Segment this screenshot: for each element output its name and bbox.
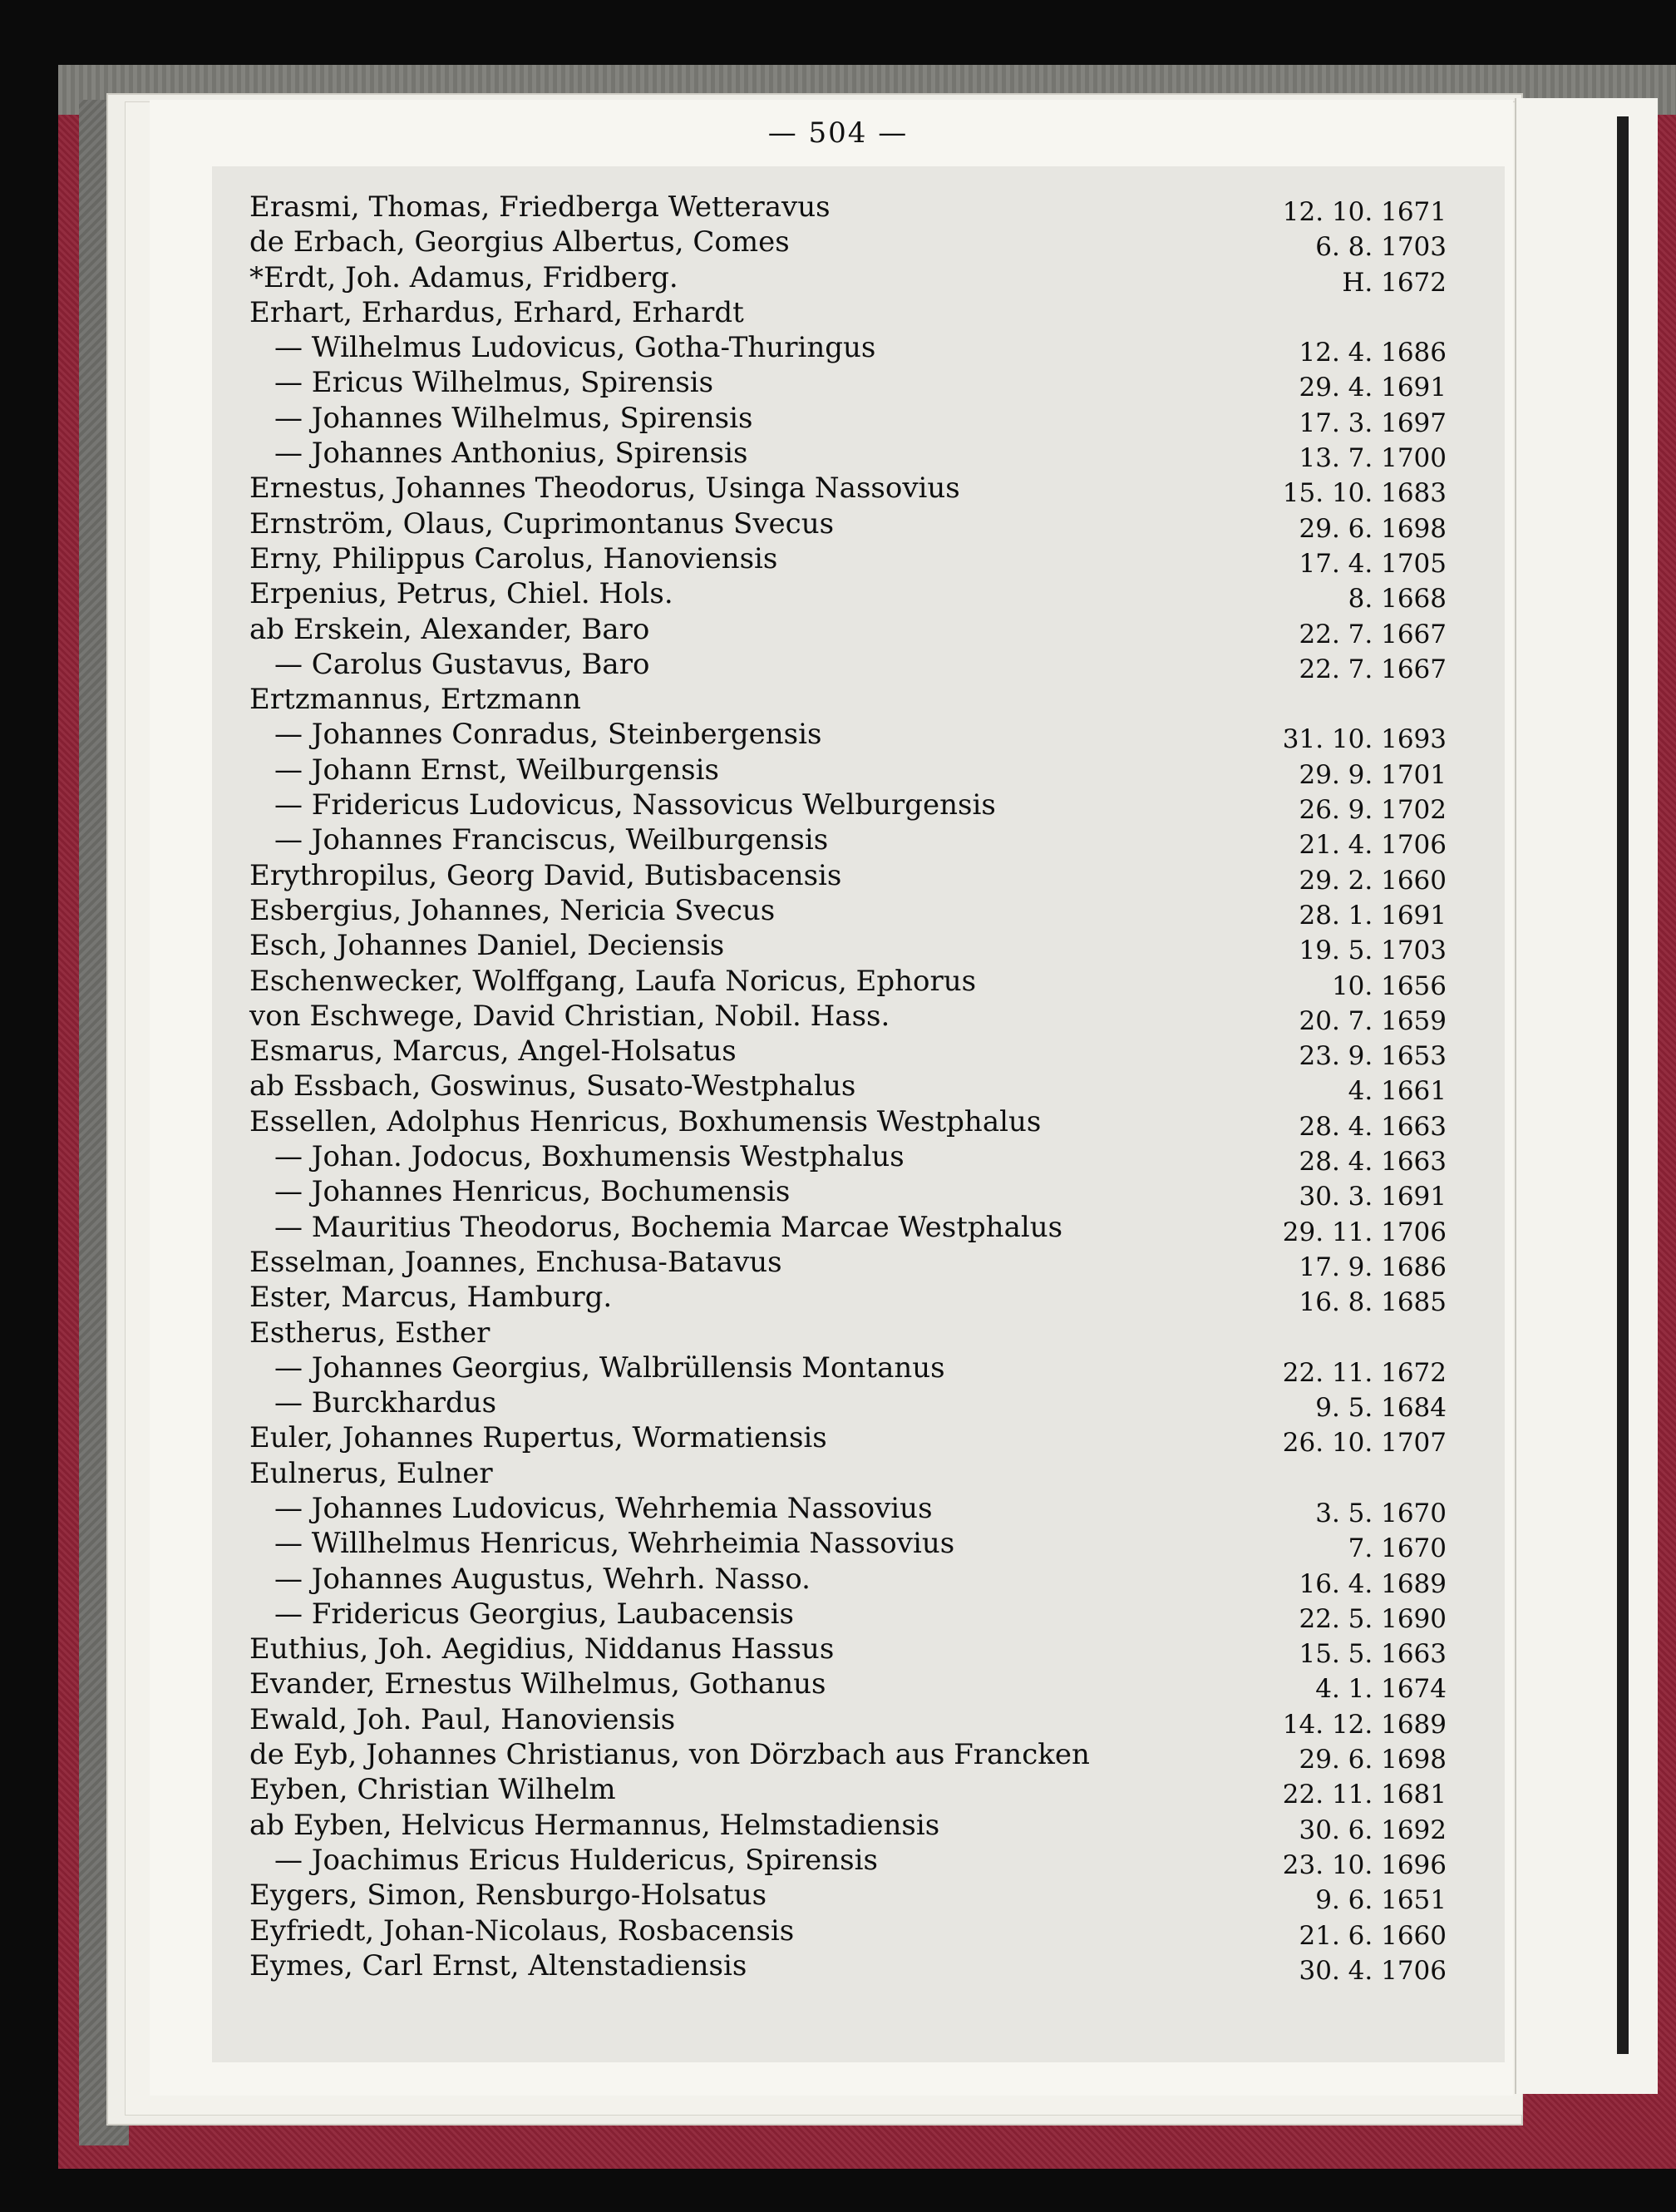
- entry-date: 16. 8. 1685: [1299, 1287, 1447, 1318]
- register-entry: [249, 1772, 1447, 1810]
- register-entry: [249, 260, 1447, 298]
- entry-name: ab Eyben, Helvicus Hermannus, Helmstadiensis: [249, 1808, 940, 1842]
- register-entry: [249, 717, 1447, 755]
- register-entry: [249, 928, 1447, 966]
- entry-date: 9. 5. 1684: [1315, 1393, 1447, 1424]
- entry-date: 4. 1. 1674: [1315, 1674, 1447, 1705]
- entry-date: 12. 4. 1686: [1299, 338, 1447, 368]
- page-number: — 504 —: [767, 116, 909, 150]
- entry-name: ab Erskein, Alexander, Baro: [249, 612, 650, 646]
- register-entry-list: [249, 190, 1447, 1986]
- entry-date: 22. 7. 1667: [1299, 619, 1447, 649]
- entry-name: — Johannes Augustus, Wehrh. Nasso.: [274, 1562, 811, 1596]
- entry-date: 29. 6. 1698: [1299, 1745, 1447, 1775]
- entry-name: — Johannes Ludovicus, Wehrhemia Nassovius: [274, 1491, 933, 1525]
- entry-date: 3. 5. 1670: [1315, 1498, 1447, 1528]
- register-entry: [249, 612, 1447, 647]
- entry-date: 30. 3. 1691: [1299, 1182, 1447, 1212]
- register-entry: [249, 1632, 1447, 1670]
- entry-name: de Eyb, Johannes Christianus, von Dörzbach aus Francken: [249, 1738, 1090, 1772]
- entry-date: 29. 4. 1691: [1299, 373, 1447, 403]
- register-entry: [249, 858, 1447, 896]
- register-entry: [249, 1069, 1447, 1107]
- entry-name: Erythropilus, Georg David, Butisbacensis: [249, 858, 842, 892]
- register-entry: [249, 1878, 1447, 1916]
- entry-name: Esch, Johannes Daniel, Deciensis: [249, 929, 725, 963]
- entry-name: — Johannes Conradus, Steinbergensis: [274, 718, 822, 752]
- register-entry: [249, 1316, 1447, 1350]
- register-entry: [249, 1456, 1447, 1491]
- entry-name: Erpenius, Petrus, Chiel. Hols.: [249, 577, 673, 611]
- entry-name: — Willhelmus Henricus, Wehrheimia Nassovius: [274, 1527, 955, 1561]
- register-entry: [249, 295, 1447, 330]
- entry-name: *Erdt, Joh. Adamus, Fridberg.: [249, 260, 678, 294]
- entry-date: 29. 2. 1660: [1299, 865, 1447, 896]
- register-entry: [249, 893, 1447, 931]
- register-entry: [249, 822, 1447, 861]
- entry-name: Ernestus, Johannes Theodorus, Usinga Nassovius: [249, 472, 960, 506]
- entry-name: Eulnerus, Eulner: [249, 1456, 493, 1490]
- entry-date: 21. 6. 1660: [1299, 1920, 1447, 1951]
- entry-name: Euthius, Joh. Aegidius, Niddanus Hassus: [249, 1632, 835, 1666]
- entry-name: Esmarus, Marcus, Angel-Holsatus: [249, 1034, 737, 1069]
- entry-name: — Johann Ernst, Weilburgensis: [274, 753, 719, 787]
- entry-date: 19. 5. 1703: [1299, 936, 1447, 966]
- entry-date: 4. 1661: [1348, 1076, 1447, 1107]
- entry-name: Eyben, Christian Wilhelm: [249, 1773, 616, 1807]
- register-entry: [249, 1843, 1447, 1878]
- entry-name: — Johannes Wilhelmus, Spirensis: [274, 401, 753, 435]
- entry-date: 21. 4. 1706: [1299, 830, 1447, 861]
- entry-name: — Wilhelmus Ludovicus, Gotha-Thuringus: [274, 331, 876, 365]
- entry-name: Eygers, Simon, Rensburgo-Holsatus: [249, 1879, 767, 1913]
- entry-date: 10. 1656: [1331, 970, 1447, 1001]
- register-entry: [249, 647, 1447, 682]
- entry-date: 9. 6. 1651: [1315, 1885, 1447, 1916]
- register-entry: [249, 1562, 1447, 1597]
- register-entry: [249, 401, 1447, 436]
- register-entry: [249, 999, 1447, 1034]
- entry-date: 7. 1670: [1348, 1533, 1447, 1564]
- entry-name: — Johannes Anthonius, Spirensis: [274, 437, 748, 471]
- entry-date: 28. 4. 1663: [1299, 1147, 1447, 1178]
- entry-name: Ernström, Olaus, Cuprimontanus Svecus: [249, 506, 835, 541]
- entry-date: 29. 6. 1698: [1299, 513, 1447, 544]
- entry-name: — Johan. Jodocus, Boxhumensis Westphalus: [274, 1140, 905, 1174]
- register-entry: [249, 1913, 1447, 1951]
- entry-name: Eymes, Carl Ernst, Altenstadiensis: [249, 1948, 747, 1982]
- entry-date: 17. 9. 1686: [1299, 1252, 1447, 1282]
- register-entry: [249, 788, 1447, 826]
- register-entry: [249, 190, 1447, 225]
- entry-name: — Johannes Franciscus, Weilburgensis: [274, 823, 829, 857]
- entry-date: 30. 6. 1692: [1299, 1815, 1447, 1845]
- register-entry: [249, 330, 1447, 368]
- entry-date: 13. 7. 1700: [1299, 443, 1447, 474]
- register-entry: [249, 506, 1447, 544]
- register-entry: [249, 436, 1447, 474]
- entry-name: von Eschwege, David Christian, Nobil. Hass.: [249, 999, 890, 1033]
- register-entry: [249, 1597, 1447, 1632]
- entry-date: 30. 4. 1706: [1299, 1955, 1447, 1986]
- entry-date: 23. 10. 1696: [1282, 1849, 1447, 1880]
- register-entry: [249, 1948, 1447, 1986]
- register-entry: [249, 1420, 1447, 1459]
- entry-date: 22. 11. 1672: [1282, 1357, 1447, 1388]
- entry-date: 15. 10. 1683: [1282, 478, 1447, 509]
- entry-date: 17. 4. 1705: [1299, 548, 1447, 579]
- entry-name: Ertzmannus, Ertzmann: [249, 683, 581, 717]
- entry-name: — Joachimus Ericus Huldericus, Spirensis: [274, 1843, 878, 1877]
- binding-gutter: [1617, 116, 1629, 2054]
- register-entry: [249, 1491, 1447, 1526]
- register-entry: [249, 1808, 1447, 1843]
- entry-name: Erhart, Erhardus, Erhard, Erhardt: [249, 295, 744, 329]
- entry-name: — Burckhardus: [274, 1386, 497, 1420]
- entry-date: 29. 11. 1706: [1282, 1217, 1447, 1247]
- entry-date: 20. 7. 1659: [1299, 1005, 1447, 1036]
- entry-name: — Mauritius Theodorus, Bochemia Marcae Westphalus: [274, 1210, 1063, 1244]
- entry-date: 29. 9. 1701: [1299, 759, 1447, 790]
- register-entry: [249, 1702, 1447, 1740]
- entry-name: Estherus, Esther: [249, 1316, 490, 1350]
- entry-date: 23. 9. 1653: [1299, 1041, 1447, 1072]
- register-entry: [249, 1280, 1447, 1318]
- entry-name: Erny, Philippus Carolus, Hanoviensis: [249, 541, 778, 575]
- entry-name: — Johannes Georgius, Walbrüllensis Montanus: [274, 1350, 945, 1385]
- entry-name: — Fridericus Ludovicus, Nassovicus Welburgensis: [274, 788, 996, 822]
- entry-date: 26. 10. 1707: [1282, 1428, 1447, 1459]
- entry-name: — Ericus Wilhelmus, Spirensis: [274, 366, 714, 400]
- entry-date: 28. 4. 1663: [1299, 1111, 1447, 1142]
- register-entry: [249, 1666, 1447, 1705]
- entry-name: Esselman, Joannes, Enchusa-Batavus: [249, 1245, 782, 1279]
- entry-name: Ewald, Joh. Paul, Hanoviensis: [249, 1702, 676, 1736]
- register-entry: [249, 1104, 1447, 1142]
- entry-date: 6. 8. 1703: [1315, 232, 1447, 263]
- entry-name: de Erbach, Georgius Albertus, Comes: [249, 225, 790, 259]
- entry-date: 28. 1. 1691: [1299, 900, 1447, 931]
- entry-date: 17. 3. 1697: [1299, 407, 1447, 438]
- entry-name: Euler, Johannes Rupertus, Wormatiensis: [249, 1421, 827, 1455]
- register-entry: [249, 1350, 1447, 1388]
- entry-date: 16. 4. 1689: [1299, 1568, 1447, 1599]
- register-entry: [249, 1210, 1447, 1245]
- entry-date: 15. 5. 1663: [1299, 1639, 1447, 1670]
- entry-name: Evander, Ernestus Wilhelmus, Gothanus: [249, 1667, 826, 1701]
- entry-date: 26. 9. 1702: [1299, 795, 1447, 826]
- entry-date: 22. 5. 1690: [1299, 1603, 1447, 1634]
- entry-name: Eyfriedt, Johan-Nicolaus, Rosbacensis: [249, 1913, 795, 1948]
- entry-name: Esbergius, Johannes, Nericia Svecus: [249, 893, 776, 927]
- entry-date: 22. 7. 1667: [1299, 654, 1447, 684]
- entry-date: 12. 10. 1671: [1282, 197, 1447, 227]
- register-entry: [249, 225, 1447, 263]
- register-entry: [249, 365, 1447, 403]
- entry-name: ab Essbach, Goswinus, Susato-Westphalus: [249, 1069, 856, 1104]
- entry-date: H. 1672: [1342, 267, 1447, 298]
- entry-name: — Fridericus Georgius, Laubacensis: [274, 1597, 794, 1631]
- register-entry: [249, 471, 1447, 509]
- facing-page: [1515, 98, 1658, 2094]
- register-entry: [249, 1174, 1447, 1212]
- entry-date: 22. 11. 1681: [1282, 1780, 1447, 1810]
- register-entry: [249, 576, 1447, 615]
- entry-name: — Carolus Gustavus, Baro: [274, 647, 650, 681]
- register-entry: [249, 1737, 1447, 1775]
- entry-name: Erasmi, Thomas, Friedberga Wetteravus: [249, 190, 831, 224]
- register-entry: [249, 1385, 1447, 1424]
- register-entry: [249, 541, 1447, 579]
- entry-name: Eschenwecker, Wolffgang, Laufa Noricus, Ephorus: [249, 964, 977, 998]
- register-entry: [249, 1245, 1447, 1280]
- entry-date: 8. 1668: [1348, 584, 1447, 615]
- register-entry: [249, 1526, 1447, 1564]
- register-entry: [249, 1034, 1447, 1072]
- register-entry: [249, 753, 1447, 788]
- entry-date: 14. 12. 1689: [1282, 1709, 1447, 1740]
- entry-name: — Johannes Henricus, Bochumensis: [274, 1175, 791, 1209]
- register-entry: [249, 1139, 1447, 1178]
- entry-name: Essellen, Adolphus Henricus, Boxhumensis Westphalus: [249, 1104, 1042, 1138]
- register-entry: [249, 964, 1447, 999]
- entry-date: 31. 10. 1693: [1282, 724, 1447, 755]
- register-entry: [249, 682, 1447, 717]
- entry-name: Ester, Marcus, Hamburg.: [249, 1281, 613, 1315]
